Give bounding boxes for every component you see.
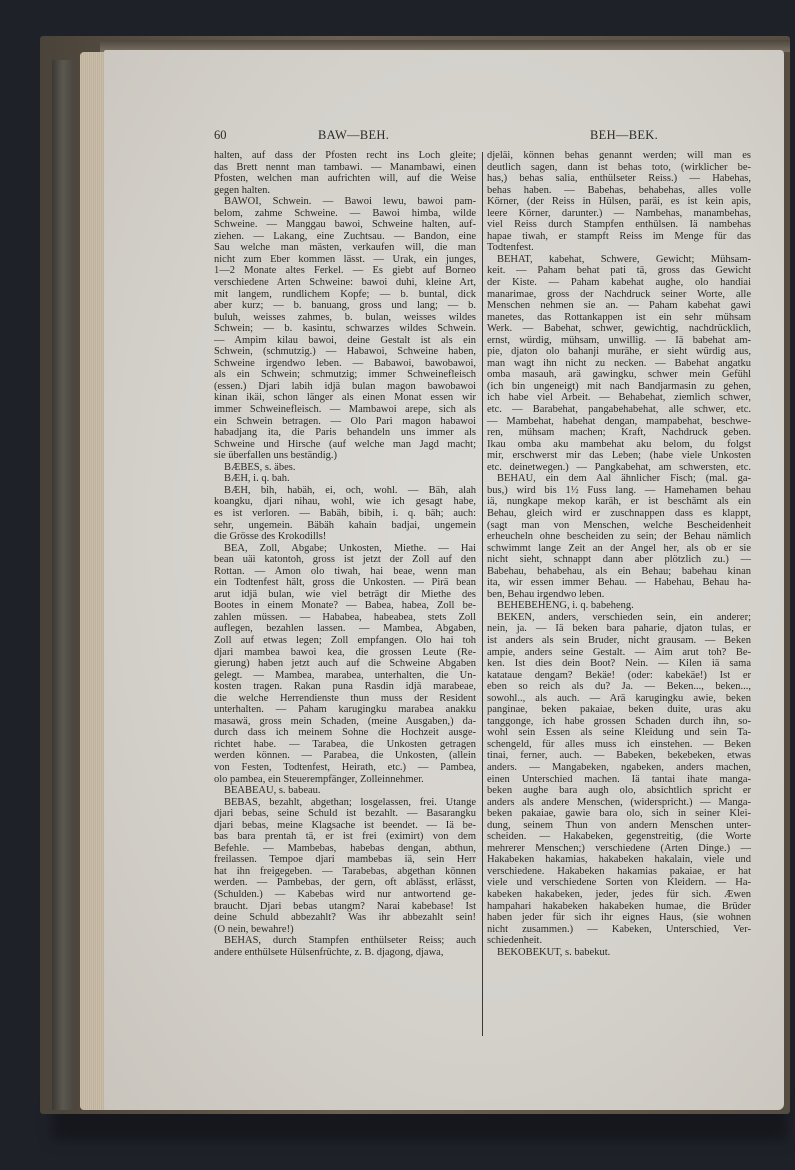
text-line: einen Unterschied machen. Iä tantai ihate manga- [487,773,751,785]
text-line: verschiedene Arten Schweine: bawoi duhi, kleine Art, [214,277,476,289]
text-line: gierung) haben jetzt auch auf die Schweine Abgaben [214,658,476,670]
text-line: BÆH, bih, habäh, ei, och, wohl. — Bäh, alah [224,484,476,496]
text-line: ken. Ist dies dein Boot? Nein. — Kilen iä sama [487,658,751,670]
text-line: gegen halten. [214,184,270,196]
text-line: manetes, das Rottankappen ist ein sehr mühsam [487,311,751,323]
text-line: das Brett nennt man tambawi. — Manambawi, einen [214,161,476,173]
text-line: arut idjä bulan, wie viel beträgt dir Miethe des [214,588,476,600]
text-line: hat ihn freigegeben. — Tarabebas, abgethan können [214,865,476,877]
text-line: Bootes in einem Monate? — Babea, habea, Zoll be- [214,600,476,612]
text-line: richtet habe. — Tarabea, die Unkosten getragen [214,738,476,750]
text-line: sehr, ungemein. Bäbäh kahain badjai, ungemein [214,519,476,531]
text-line: viel Reiss durch Stampfen enthülsen. Iä nambehas [487,219,751,231]
text-line: Hakabeken hakamias, hakabeken hakalain, viele und [487,854,751,866]
text-line: als ein Schwein; schmutzig; immer Schweinefleisch [214,369,476,381]
text-line: (Schulden.) — Kabebas wird nur antwortend ge- [214,889,476,900]
text-line: Werk. — Babehat, schwer, gewichtig, nachdrücklich, [487,323,751,335]
text-line: ist anders als sein Bruder, nicht grausam. — Beken [487,634,751,646]
text-line: buluh, weisses zahmes, b. bulan, weisses wildes [214,311,476,323]
text-line: die Grösse des Krokodills! [214,531,327,543]
text-line: Behau, gleich wird er zuschnappen dass es klappt, [487,507,751,519]
text-line: werden können. — Parabea, die Unkosten, (allein [214,750,476,762]
text-line: beken pakaiae, gawie bara olo, sich in seiner Klei- [487,808,751,820]
text-line: Körner, (der Reiss in Hülsen, paräi, es ist kein apis, [487,196,751,208]
text-line: kosten tragen. Rakan puna Rasdin idjä marabeae, [214,681,476,693]
text-line: BÆH, i. q. bah. [224,473,290,485]
text-line: behas haben. — Babehas, behabehas, alles volle [487,184,751,196]
text-line: halten, auf dass der Pfosten recht ins Loch gleite; [214,150,476,161]
text-line: Sau welche man mästen, verkaufen will, die man [214,242,476,254]
text-line: iä, nungkape mekop karäh, er ist beschämt als ein [487,496,751,508]
text-line: habadjang ita, die Paris behandeln uns immer als [214,427,476,439]
text-line: manarimae, gross der Nachdruck seiner Worte, alle [487,288,751,300]
text-line: — Ampim kilau bawoi, deine Gestalt ist als ein [214,334,476,346]
text-line: ita, wir essen immer Behau. — Habehau, Behau ha- [487,577,751,589]
text-line: kabeken hakabeken, jeder, jedes für sich. Æwen [487,889,751,900]
text-line: 1—2 Monate altes Ferkel. — Es giebt auf Borneo [214,265,476,277]
text-line: BEBAS, bezahlt, abgethan; losgelassen, frei. Utange [224,796,476,808]
text-line: panginae, beken pakaiae, beken duite, uras aku [487,704,751,716]
text-line: belom, zahme Schweine. — Bawoi himba, wilde [214,207,476,219]
text-line: BAWOI, Schwein. — Bawoi lewu, bawoi pam- [224,196,476,208]
text-line: Schweine. — Manggau bawoi, Schweine halten, auf- [214,219,476,231]
text-line: mir, erschwerst mir das Leben; (habe viele Unkosten [487,450,751,462]
text-line: man wagt ihn nicht zu necken. — Babehat angatku [487,357,751,369]
text-line: BEKOBEKUT, s. babekut. [497,946,611,958]
text-line: sowohl.., als auch. — Arä karugingku awie, beken [487,692,751,704]
text-line: verschiedene. Hakabeken hakamias pakaiae, er hat [487,865,751,877]
text-line: schiedenheit. [487,935,543,947]
text-line: nicht sieht, schnappt dann aber plötzlich zu.) — [487,554,751,566]
text-line: Menschen nehmen sie an. — Paham kabehat gawi [487,300,751,312]
text-line: der Kiste. — Paham kabehat aughe, olo handiai [487,277,751,289]
text-line: kinan ikäi, schon länger als einen Monat essen wir [214,392,476,404]
text-line: keit. — Paham behat pati tä, gross das Gewicht [487,265,751,277]
text-line: es ist verloren. — Babäh, bibih, i. q. bäh; auch: [214,507,476,519]
text-line: andere enthülsete Hülsenfrüchte, z. B. djagong, djawa, [214,946,444,958]
left-column [214,150,476,958]
running-head-right: BEH—BEK. [590,128,659,142]
text-line: djeläi, können behas genannt werden; will man es [487,150,751,161]
text-line: ein Schwein betragen. — Olo Pari magon habawoi [214,415,476,427]
text-line: mit langem, rundlichem Kopfe; — b. buntal, dick [214,288,476,300]
text-line: tanggonge, ich habe grossen Schaden durch ihn, so- [487,715,751,727]
text-line: BEKEN, anders, verschieden sein, ein anderer; [497,611,751,623]
text-line: Zoll auf etwas legen; Zoll empfangen. Olo hai toh [214,634,476,646]
text-line: (ich bin ungeneigt) mit nach Bandjarmasin zu gehen, [487,380,751,392]
text-line: scheiden. — Hakabeken, gegenstreitig, (die Worte [487,831,751,843]
text-line: sie überfallen uns beständig.) [214,450,338,462]
page-number: 60 [214,128,227,142]
text-line: nicht zum Eber kommen lässt. — Urak, ein junges, [214,253,476,265]
text-line: ein Todtenfest hält, gross die Unkosten. — Pirä bean [214,577,476,589]
text-line: olo pambea, ein Steuerempfänger, Zolleinnehmer. [214,773,424,785]
text-line: djari mambea bawoi kea, die grossen Leute (Re- [214,646,476,658]
text-line: beken aughe bara augh olo, absichtlich spricht er [487,785,751,797]
text-line: katataue dengam? Bekäe! (oder: kabekäe!) Ist er [487,669,751,681]
right-column [487,150,751,958]
text-line: haben jeder für sich ihr eignes Haus, (sie wohnen [487,912,751,924]
text-line: werden. — Pambebas, der gern, oft ablässt, erlässt, [214,877,476,889]
text-line: BEA, Zoll, Abgabe; Unkosten, Miethe. — Hai [224,542,476,554]
text-line: tinai, ferner, auch. — Babeken, bekebeken, etwas [487,750,751,762]
text-line: Schweine und Hirsche (auf welche man Jagd macht; [214,438,476,450]
text-line: erheucheln ohne bescheiden zu sein; der Behau nämlich [487,531,751,543]
text-line: djari bebas, meine Klagsache ist beendet. — Iä be- [214,819,476,831]
column-divider [482,152,483,1036]
text-line: ich habe viel Arbeit. — Behabehat, ziemlich schwer, [487,392,751,404]
book-page [104,50,784,1110]
text-line: viele und verschiedene Sorten von Kleidern. — Ha- [487,877,751,889]
text-line: Babehau, behabehau, als ein Behau; babehau kinan [487,565,751,577]
text-line: BEHAU, ein dem Aal ähnlicher Fisch; (mal. ga- [497,473,751,485]
text-line: nein, ja. — Iä beken bara paharie, djaton tulas, er [487,623,751,635]
text-line: Schweine irgendwo leben. — Babawoi, bawobawoi, [214,357,476,369]
text-line: schengeld, für alles muss ich einstehen. — Beken [487,738,751,750]
text-line: braucht. Djari bebas utangm? Narai kabebase! Ist [214,900,476,912]
text-line: bean uäi katontoh, gross ist jetzt der Zoll auf den [214,554,476,566]
running-head-left: BAW—BEH. [318,128,390,142]
text-line: zahlen müssen. — Hababea, habeabea, stets Zoll [214,611,476,623]
text-line: Rottan. — Amon olo tiwah, hai beae, wenn man [214,565,476,577]
text-line: (sagt man von Menschen, welche Bescheidenheit [487,519,751,531]
text-line: bas bara prentah tä, er ist frei (eximirt) von dem [214,831,476,843]
text-line: von Festen, Todtenfest, Heirath, etc.) — Pambea, [214,761,476,773]
text-line: die welche Herrendienste thun muss der Resident [214,692,476,704]
text-line: hapae tiwah, er stampft Reiss im Menge für das [487,230,751,242]
text-line: BEABEAU, s. babeau. [224,785,321,797]
text-line: Schwein, (schmutzig.) — Habawoi, Schweine haben, [214,346,476,358]
text-line: freilassen. Tempoe djari mambebas iä, sein Herr [214,854,476,866]
text-line: aber kurz; — b. banuang, gross und lang; — b. [214,300,476,312]
text-line: deutlich sagen, dann ist behas toto, (wirklicher be- [487,161,751,173]
text-line: (essen.) Djari labih idjä bulan magon bawobawoi [214,380,476,392]
text-line: has,) behas salia, enthülseter Reiss.) — Habehas, [487,173,751,185]
text-line: — Mambehat, habehat dengan, mampabehat, beschwe- [487,415,751,427]
text-line: pie, djaton olo bahanji murähe, er sieht würdig aus, [487,346,751,358]
text-line: dung, seinem Thun von andern Menschen unter- [487,819,751,831]
text-line: bus,) wird bis 1½ Fuss lang. — Hamehamen behau [487,484,751,496]
text-line: Pfosten, welchen man aufrichten will, auf die Weise [214,173,476,185]
text-line: Befehle. — Mambebas, habebas dengan, abthun, [214,842,476,854]
text-line: durch dass ich meinem Sohne die Hochzeit ausge- [214,727,476,739]
text-line: eben so reich als du? Ja. — Beken..., beken..., [487,681,751,693]
text-line: auflegen, bezahlen lassen. — Mambea, Abgaben, [214,623,476,635]
text-line: BÆBES, s. äbes. [224,461,296,473]
text-line: BEHAS, durch Stampfen enthülseter Reiss; auch [224,935,476,947]
text-line: koangku, djari nihau, wohl, wie ich gesagt habe, [214,496,476,508]
text-line: etc. deinetwegen.) — Pangkabehat, am schwersten, etc. [487,461,751,473]
text-line: immer Schweinefleisch. — Mambawoi arepe, sich als [214,404,476,416]
text-line: anders als andere Menschen, (widerspricht.) — Manga- [487,796,751,808]
text-line: etc. — Barabehat, pangabehabehat, alle schwer, etc. [487,404,751,416]
text-line: BEHEBEHENG, i. q. babeheng. [497,600,634,612]
text-line: Ikau omba aku mambehat aku belom, du folgst [487,438,751,450]
text-line: (O nein, bewahre!) [214,923,294,935]
text-line: masawä, gross mein Schaden, (meine Ausgaben,) da- [214,715,476,727]
text-line: Schwein; — b. kasintu, schwarzes wildes Schwein. [214,323,476,335]
text-line: gelegt. — Mambea, marabea, unterhalten, die Un- [214,669,476,681]
text-line: nicht zusammen.) — Kabeken, Unterschied, Ver- [487,923,751,935]
text-line: hampahari hakabeken hakabeken humae, die Brüder [487,900,751,912]
text-line: ben, Behau irgendwo leben. [487,588,605,600]
text-line: schwimmt lange Zeit an der Angel her, als ob er sie [487,542,751,554]
text-line: ren, mühsam machen; Kraft, Nachdruck geben. [487,427,751,439]
text-line: anders. — Mangabeken, ngabeken, anders machen, [487,761,751,773]
book-spine [52,60,74,1110]
text-line: ziehen. — Lakang, eine Zuchtsau. — Bandon, eine [214,230,476,242]
text-line: leere Körner, darunter.) — Nambehas, manambehas, [487,207,751,219]
text-line: djari bebas, seine Schuld ist bezahlt. — Basarangku [214,808,476,820]
text-line: deine Schuld abbezahlt? Was ihr abbezahlt sein! [214,912,476,924]
text-line: wohl sein Essen als seine Kleidung und sein Ta- [487,727,751,739]
text-line: ernst, würdig, mühsam, unwillig. — Iä babehat am- [487,334,751,346]
text-line: BEHAT, kabehat, Schwere, Gewicht; Mühsam- [497,253,751,265]
text-line: Todtenfest. [487,242,534,254]
running-head [214,128,754,148]
text-line: omba masauh, arä gawingku, schwer mein Gefühl [487,369,751,381]
text-line: ampie, anders seine Gestalt. — Aim arut toh? Be- [487,646,751,658]
text-line: unterhalten. — Paham karugingku marabea anakku [214,704,476,716]
text-line: mehrerer Menschen;) verschiedene (Arten Dinge.) — [487,842,751,854]
